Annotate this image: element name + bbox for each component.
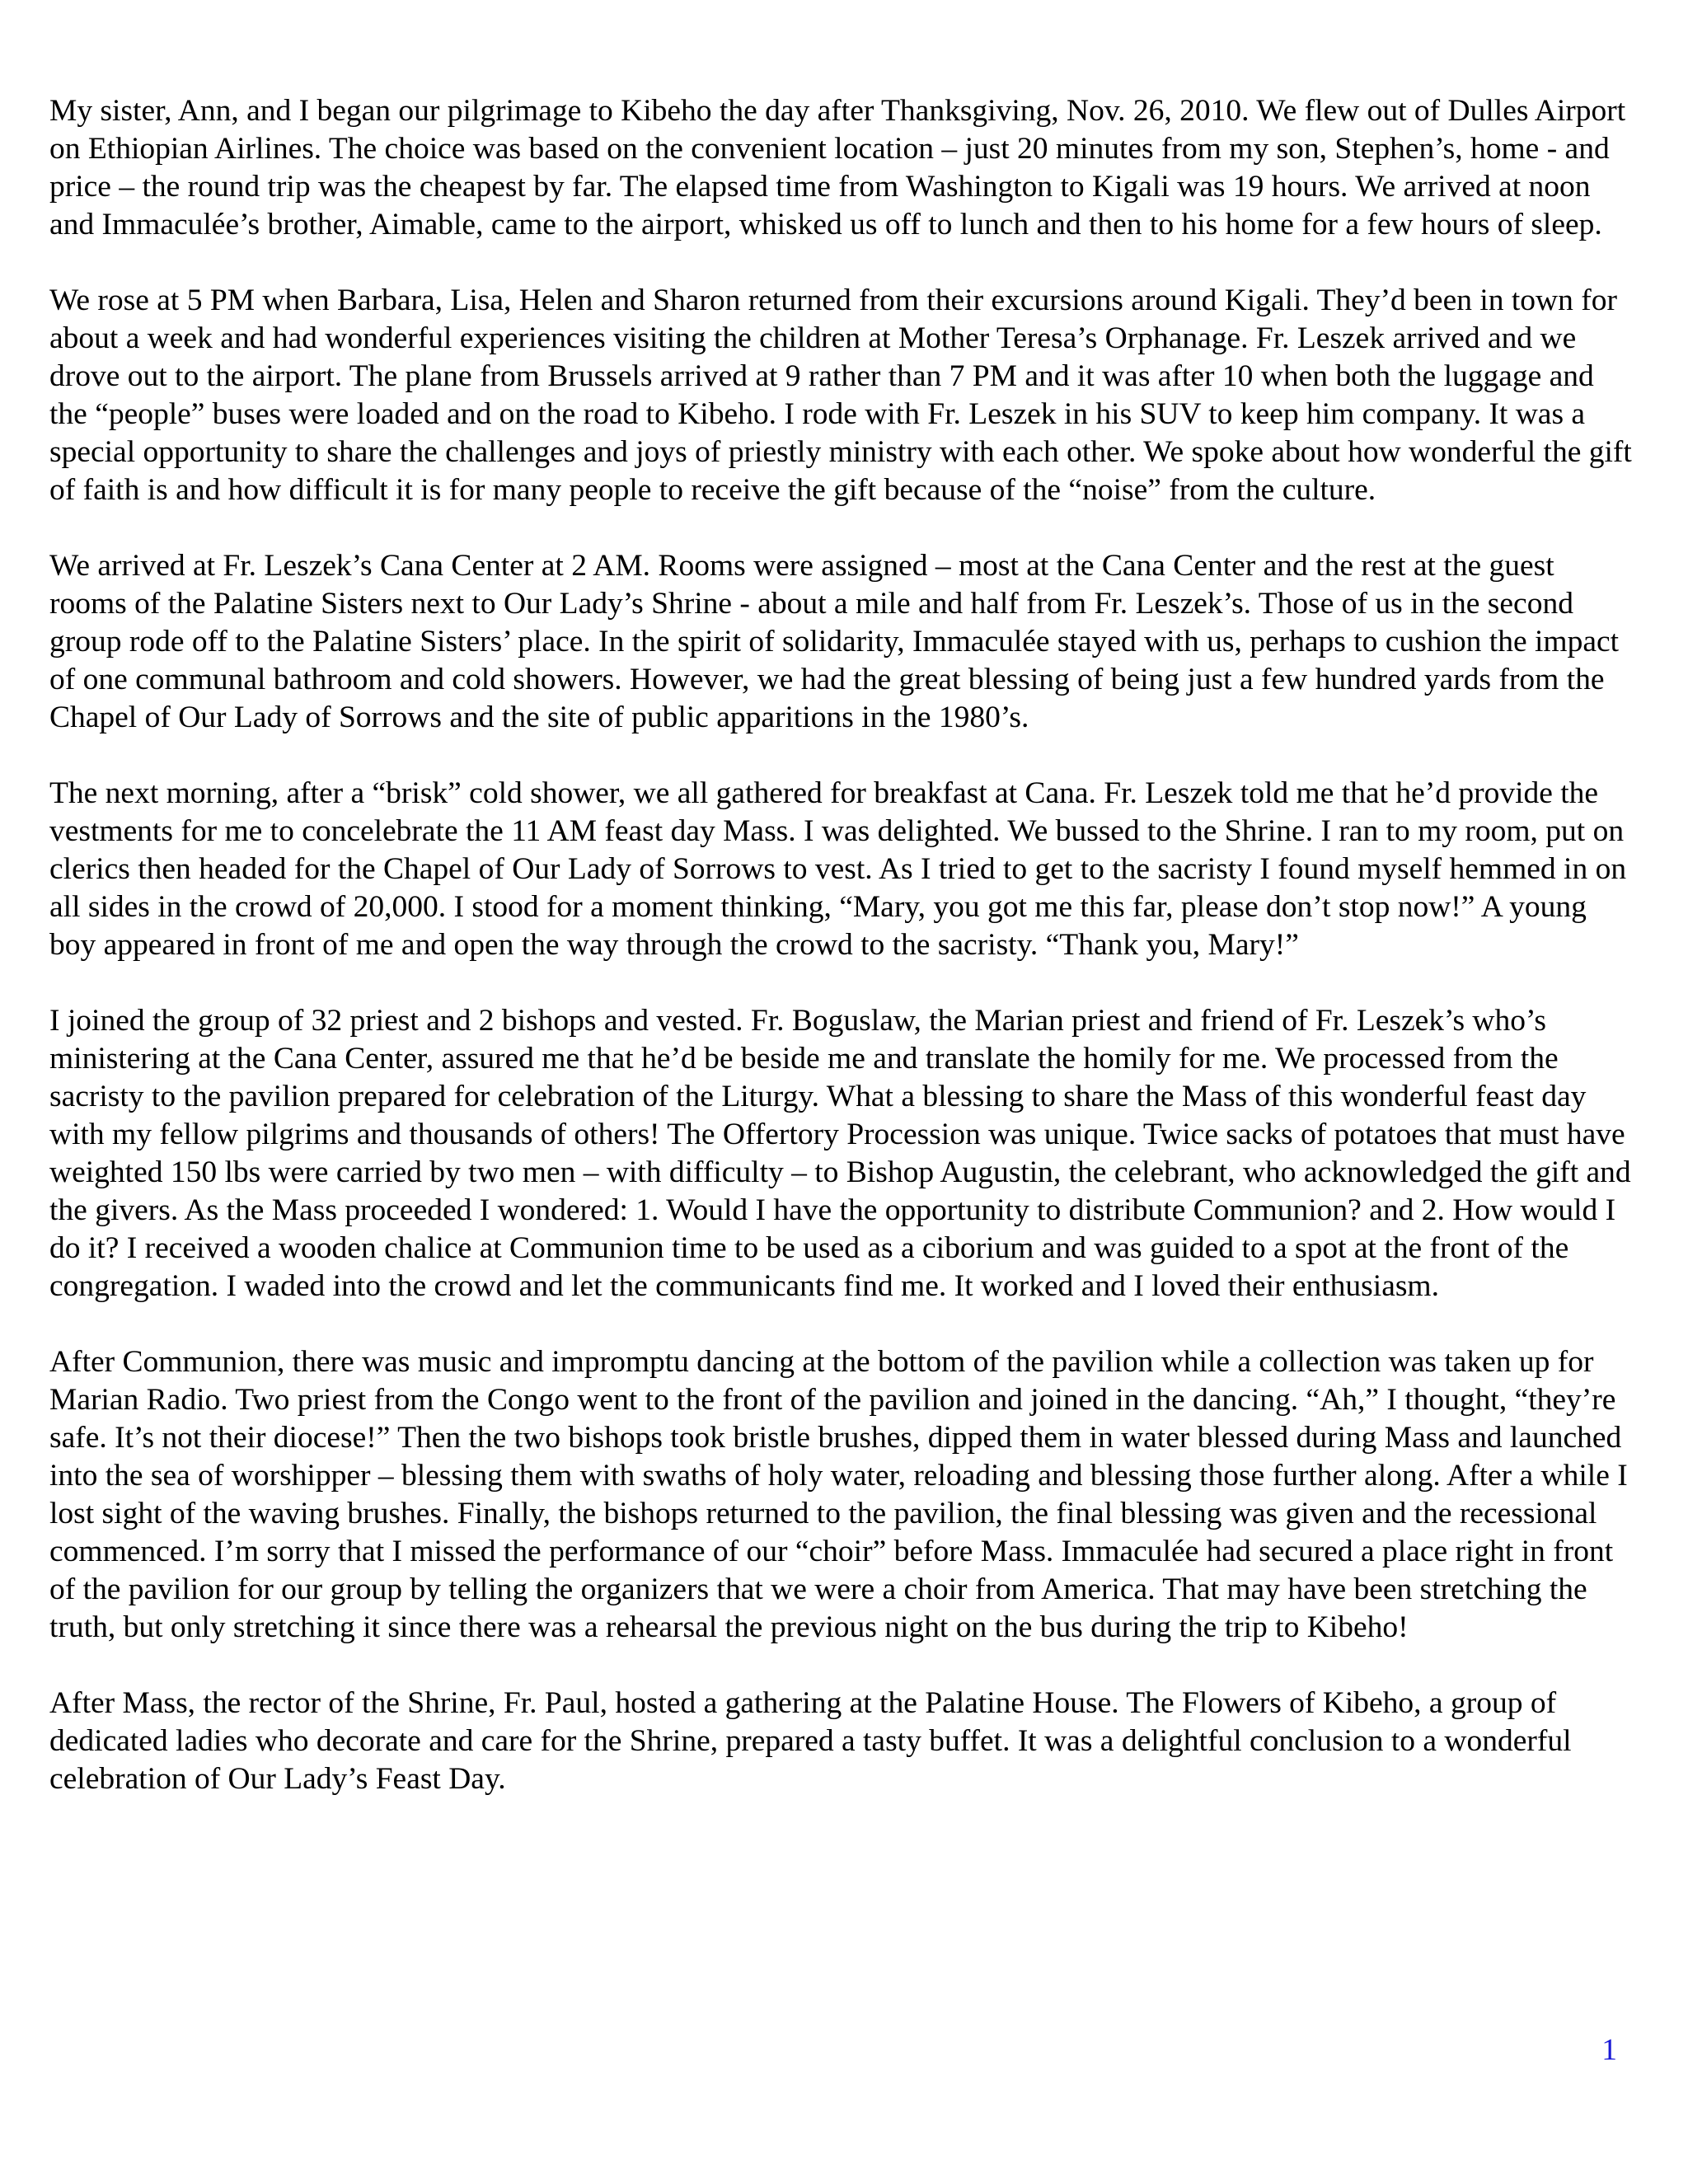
paragraph-2: We rose at 5 PM when Barbara, Lisa, Helen and Sharon returned from their excursions around Kigali. They’d been in town for about a week and had wonderful experiences visiting the children at Mother Teresa’s Orphanage. Fr. Leszek arrived and we drove out to the airport. The plane from Brussels arrived at 9 rather than 7 PM and it was after 10 when both the luggage and the “people” buses were loaded and on the road to Kibeho. I rode with Fr. Leszek in his SUV to keep him company. It was a special opportunity to share the challenges and joys of priestly ministry with each other. We spoke about how wonderful the gift of faith is and how difficult it is for many people to receive the gift because of the “noise” from the culture.	[49, 284, 1632, 507]
document-body	[49, 92, 1632, 1836]
paragraph-7: After Mass, the rector of the Shrine, Fr. Paul, hosted a gathering at the Palatine House. The Flowers of Kibeho, a group of dedicated ladies who decorate and care for the Shrine, prepared a tasty buffet. It was a delightful conclusion to a wonderful celebration of Our Lady’s Feast Day.	[49, 1686, 1572, 1796]
paragraph-1: My sister, Ann, and I began our pilgrimage to Kibeho the day after Thanksgiving, Nov. 26, 2010. We flew out of Dulles Airport on Ethiopian Airlines. The choice was based on the convenient location – just 20 minutes from my son, Stephen’s, home - and price – the round trip was the cheapest by far. The elapsed time from Washington to Kigali was 19 hours. We arrived at noon and Immaculée’s brother, Aimable, came to the airport, whisked us off to lunch and then to his home for a few hours of sleep.	[49, 94, 1626, 241]
paragraph-4: The next morning, after a “brisk” cold shower, we all gathered for breakfast at Cana. Fr. Leszek told me that he’d provide the vestments for me to concelebrate the 11 AM feast day Mass. I was delighted. We bussed to the Shrine. I ran to my room, put on clerics then headed for the Chapel of Our Lady of Sorrows to vest. As I tried to get to the sacristy I found myself hemmed in on all sides in the crowd of 20,000. I stood for a moment thinking, “Mary, you got me this far, please don’t stop now!” A young boy appeared in front of me and open the way through the crowd to the sacristy. “Thank you, Mary!”	[49, 776, 1627, 962]
paragraph-6: After Communion, there was music and impromptu dancing at the bottom of the pavilion while a collection was taken up for Marian Radio. Two priest from the Congo went to the front of the pavilion and joined in the dancing. “Ah,” I thought, “they’re safe. It’s not their diocese!” Then the two bishops took bristle brushes, dipped them in water blessed during Mass and launched into the sea of worshipper – blessing them with swaths of holy water, reloading and blessing those further along. After a while I lost sight of the waving brushes. Finally, the bishops returned to the pavilion, the final blessing was given and the recessional commenced. I’m sorry that I missed the performance of our “choir” before Mass. Immaculée had secured a place right in front of the pavilion for our group by telling the organizers that we were a choir from America. That may have been stretching the truth, but only stretching it since there was a rehearsal the previous night on the bus during the trip to Kibeho!	[49, 1345, 1628, 1644]
paragraph-5: I joined the group of 32 priest and 2 bishops and vested. Fr. Boguslaw, the Marian priest and friend of Fr. Leszek’s who’s ministering at the Cana Center, assured me that he’d be beside me and translate the homily for me. We processed from the sacristy to the pavilion prepared for celebration of the Liturgy. What a blessing to share the Mass of this wonderful feast day with my fellow pilgrims and thousands of others! The Offertory Procession was unique. Twice sacks of potatoes that must have weighted 150 lbs were carried by two men – with difficulty – to Bishop Augustin, the celebrant, who acknowledged the gift and the givers. As the Mass proceeded I wondered: 1. Would I have the opportunity to distribute Communion? and 2. How would I do it? I received a wooden chalice at Communion time to be used as a ciborium and was guided to a spot at the front of the congregation. I waded into the crowd and let the communicants find me. It worked and I loved their enthusiasm.	[49, 1004, 1631, 1303]
paragraph-3: We arrived at Fr. Leszek’s Cana Center at 2 AM. Rooms were assigned – most at the Cana Center and the rest at the guest rooms of the Palatine Sisters next to Our Lady’s Shrine - about a mile and half from Fr. Leszek’s. Those of us in the second group rode off to the Palatine Sisters’ place. In the spirit of solidarity, Immaculée stayed with us, perhaps to cushion the impact of one communal bathroom and cold showers. However, we had the great blessing of being just a few hundred yards from the Chapel of Our Lady of Sorrows and the site of public apparitions in the 1980’s.	[49, 549, 1620, 734]
page-number: 1	[1601, 2033, 1617, 2067]
